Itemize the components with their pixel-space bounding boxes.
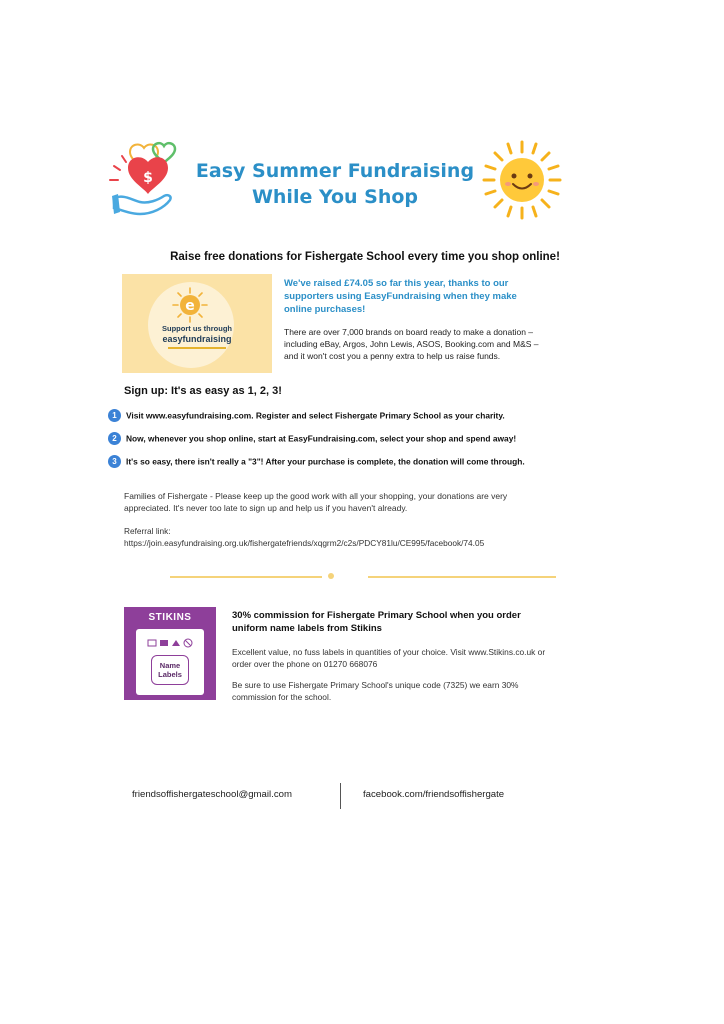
stikins-heading: 30% commission for Fishergate Primary School when you order uniform name labels from Stikins bbox=[232, 610, 521, 634]
stikins-paragraph-2: Be sure to use Fishergate Primary School's unique code (7325) we earn 30% commission for the school. bbox=[232, 680, 519, 703]
step-1 bbox=[108, 409, 505, 422]
footer-facebook[interactable]: facebook.com/friendsoffishergate bbox=[363, 789, 505, 800]
step-number-badge: 2 bbox=[108, 432, 121, 445]
title-line-2: While You Shop bbox=[251, 186, 419, 208]
name-label-text: Name Labels bbox=[151, 655, 189, 685]
section-divider bbox=[170, 575, 556, 578]
stikins-image bbox=[124, 607, 216, 700]
step-text: Visit www.easyfundraising.com. Register and select Fishergate Primary School as your charity. bbox=[126, 410, 505, 421]
step-number-badge: 1 bbox=[108, 409, 121, 422]
footer-separator bbox=[340, 783, 341, 809]
name-label-sample bbox=[136, 629, 204, 695]
step-number-badge: 3 bbox=[108, 455, 121, 468]
svg-text:$: $ bbox=[143, 170, 153, 186]
signup-heading: Sign up: It's as easy as 1, 2, 3! bbox=[124, 385, 282, 397]
badge-line-1: Support us through bbox=[162, 324, 232, 333]
stikins-brand: STIKINS bbox=[148, 612, 192, 623]
badge-underline bbox=[168, 347, 226, 349]
svg-text:e: e bbox=[185, 298, 195, 314]
easyfundraising-badge bbox=[122, 274, 272, 373]
title-line-1: Easy Summer Fundraising bbox=[195, 160, 475, 182]
badge-line-2: easyfundraising bbox=[162, 334, 232, 344]
brands-text: There are over 7,000 brands on board ready to make a donation – including eBay, Argos, John Lewis, ASOS, Booking.com and M&S – and it won't cost you a penny extra to help us raise funds. bbox=[284, 327, 539, 362]
families-message: Families of Fishergate - Please keep up the good work with all your shopping, your donations are very appreciated. It's never too late to sign up and help us if you haven't already. bbox=[124, 491, 508, 514]
page-title bbox=[190, 158, 480, 210]
footer-email[interactable]: friendsoffishergateschool@gmail.com bbox=[132, 789, 292, 800]
step-2 bbox=[108, 432, 516, 445]
hands-heart-icon bbox=[108, 140, 188, 220]
subheading: Raise free donations for Fishergate School every time you shop online! bbox=[170, 251, 560, 263]
referral-label: Referral link: bbox=[124, 526, 171, 536]
raised-amount-text: We've raised £74.05 so far this year, thanks to our supporters using EasyFundraising when they make online purchases! bbox=[284, 278, 517, 315]
care-symbols-icon bbox=[146, 637, 194, 649]
step-text: Now, whenever you shop online, start at EasyFundraising.com, select your shop and spend away! bbox=[126, 433, 517, 444]
easyfundraising-logo-icon bbox=[171, 286, 209, 324]
stikins-paragraph-1: Excellent value, no fuss labels in quantities of your choice. Visit www.Stikins.co.uk or order over the phone on 01270 668076 bbox=[232, 647, 546, 670]
step-text: It's so easy, there isn't really a "3"! After your purchase is complete, the donation will come through. bbox=[126, 456, 525, 467]
referral-link[interactable]: https://join.easyfundraising.org.uk/fishergatefriends/xqgrm2/c2s/PDCY81lu/CE995/facebook/74.05 bbox=[124, 538, 485, 549]
referral-block bbox=[124, 525, 554, 549]
sun-icon bbox=[480, 138, 564, 222]
step-3 bbox=[108, 455, 525, 468]
